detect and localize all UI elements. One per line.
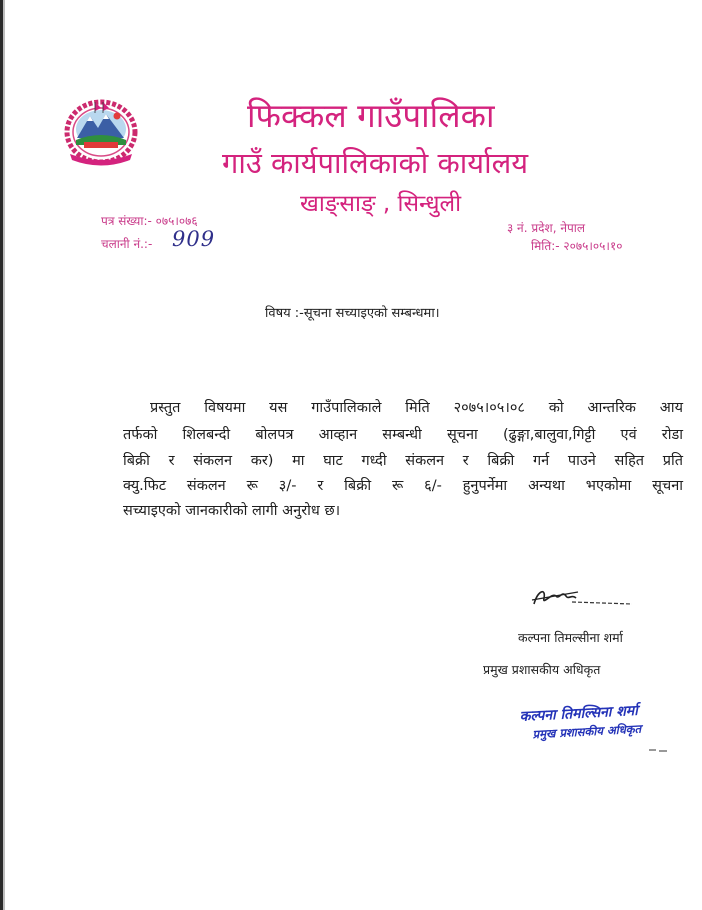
letter-number: पत्र संख्या:- ०७५।०७६ [101, 214, 198, 228]
signatory-name: कल्पना तिमल्सीना शर्मा [518, 630, 623, 645]
province-address: ३ नं. प्रदेश, नेपाल [507, 221, 586, 235]
scan-edge-shadow [3, 0, 5, 910]
dispatch-number-handwritten: 909 [172, 227, 216, 251]
body-line-4: क्यु.फिट संकलन रू ३/- र बिक्री रू ६/- हुनुपर्नेमा अन्यथा भएकोमा सूचना [123, 478, 683, 494]
ink-mark [648, 746, 668, 754]
official-stamp [511, 697, 645, 748]
body-line-1: प्रस्तुत विषयमा यस गाउँपालिकाले मिति २०७५।०५।०८ को आन्तरिक आय [150, 400, 683, 416]
dispatch-number-label: चलानी नं.:- [101, 237, 153, 251]
municipality-name: फिक्कल गाउँपालिका [247, 96, 495, 135]
signature-icon [528, 582, 638, 614]
signatory-designation: प्रमुख प्रशासकीय अधिकृत [483, 662, 601, 677]
office-address: खाङ्साङ् , सिन्धुली [300, 191, 462, 217]
government-emblem-icon [62, 98, 140, 168]
body-line-3: बिक्री र संकलन कर) मा घाट गध्दी संकलन र बिक्री गर्न पाउने सहित प्रति [123, 453, 683, 469]
body-line-2: तर्फको शिलबन्दी बोलपत्र आव्हान सम्बन्धी सूचना (ढुङ्गा,बालुवा,गिट्टी एवं रोडा [123, 427, 683, 443]
stamp-line-1: कल्पना तिमल्सिना शर्मा [519, 702, 639, 726]
letter-subject: विषय :-सूचना सच्याइएको सम्बन्धमा। [265, 306, 440, 321]
letter-date: मिति:- २०७५।०५।१० [531, 239, 623, 253]
stamp-line-2: प्रमुख प्रशासकीय अधिकृत [532, 721, 642, 742]
body-line-5: सच्याइएको जानकारीको लागी अनुरोध छ। [123, 503, 341, 519]
office-name: गाउँ कार्यपालिकाको कार्यालय [222, 146, 529, 180]
